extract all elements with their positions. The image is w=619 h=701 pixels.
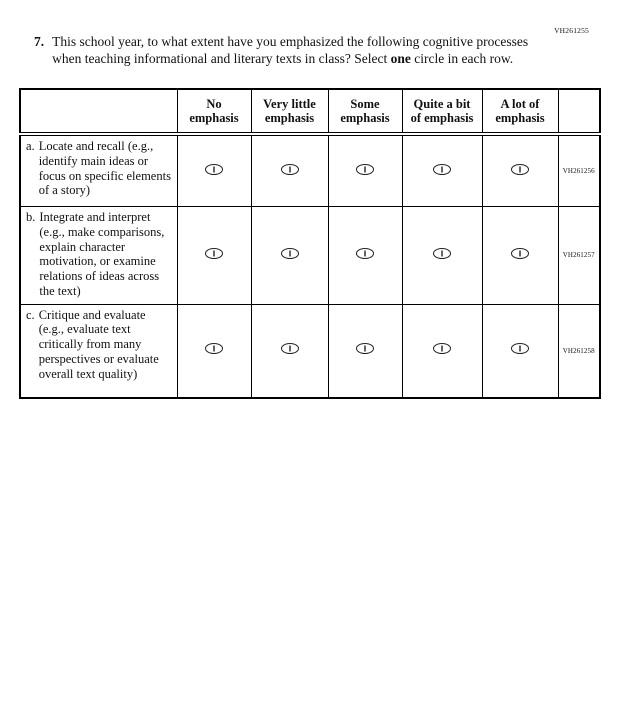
row-text: Critique and evaluate (e.g., evaluate text critically from many perspectives or evaluate overall text quality) [38,307,159,381]
header-line: No [206,96,222,111]
response-oval[interactable] [432,342,452,355]
row-text: Integrate and interpret (e.g., make comparisons, explain character motivation, or examine relations of ideas across the text) [39,210,165,298]
row-label [20,134,177,207]
question-7 [34,33,546,68]
row-code: VH261257 [558,207,600,305]
header-line: emphasis [264,111,315,125]
header-line: A lot of [500,96,540,111]
response-oval[interactable] [355,342,375,355]
header-line: emphasis [189,111,239,125]
header-quite-a-bit [402,89,482,134]
header-line: emphasis [495,111,545,125]
row-label [20,207,177,305]
question-text [52,33,546,68]
response-oval[interactable] [510,247,530,260]
response-oval[interactable] [355,163,375,176]
header-code-blank [558,89,600,134]
row-label [20,304,177,398]
response-oval[interactable] [280,163,300,176]
question-text-bold: one [390,51,411,67]
header-line: emphasis [340,111,390,125]
question-text-lead: This school year, to what extent have you emphasized the following cognitive processes when teaching informational and literary texts in class? Select [52,34,529,67]
response-oval[interactable] [280,342,300,355]
response-oval[interactable] [204,247,224,260]
header-no-emphasis [177,89,251,134]
question-number: 7. [34,34,45,49]
header-line: Quite a bit [413,96,471,111]
row-text: Locate and recall (e.g., identify main ideas or focus on specific elements of a story) [38,139,171,198]
row-code: VH261256 [558,134,600,207]
header-very-little [251,89,328,134]
header-blank [20,89,177,134]
response-oval[interactable] [510,163,530,176]
response-oval[interactable] [355,247,375,260]
header-some [328,89,402,134]
table-row [20,207,600,305]
table-row [20,134,600,207]
table-row [20,304,600,398]
row-code: VH261258 [558,304,600,398]
response-oval[interactable] [432,163,452,176]
response-oval[interactable] [204,163,224,176]
row-letter: a. [26,139,35,153]
response-oval[interactable] [204,342,224,355]
header-line: Some [350,96,380,111]
response-table [19,88,599,399]
row-letter: b. [26,210,36,224]
header-a-lot [482,89,558,134]
response-oval[interactable] [280,247,300,260]
form-code-top: VH261255 [554,26,589,35]
row-letter: c. [26,307,35,322]
header-line: of emphasis [410,111,474,125]
header-line: Very little [263,96,316,111]
response-oval[interactable] [432,247,452,260]
header-row [20,89,600,134]
question-text-tail: circle in each row. [410,51,514,67]
response-oval[interactable] [510,342,530,355]
